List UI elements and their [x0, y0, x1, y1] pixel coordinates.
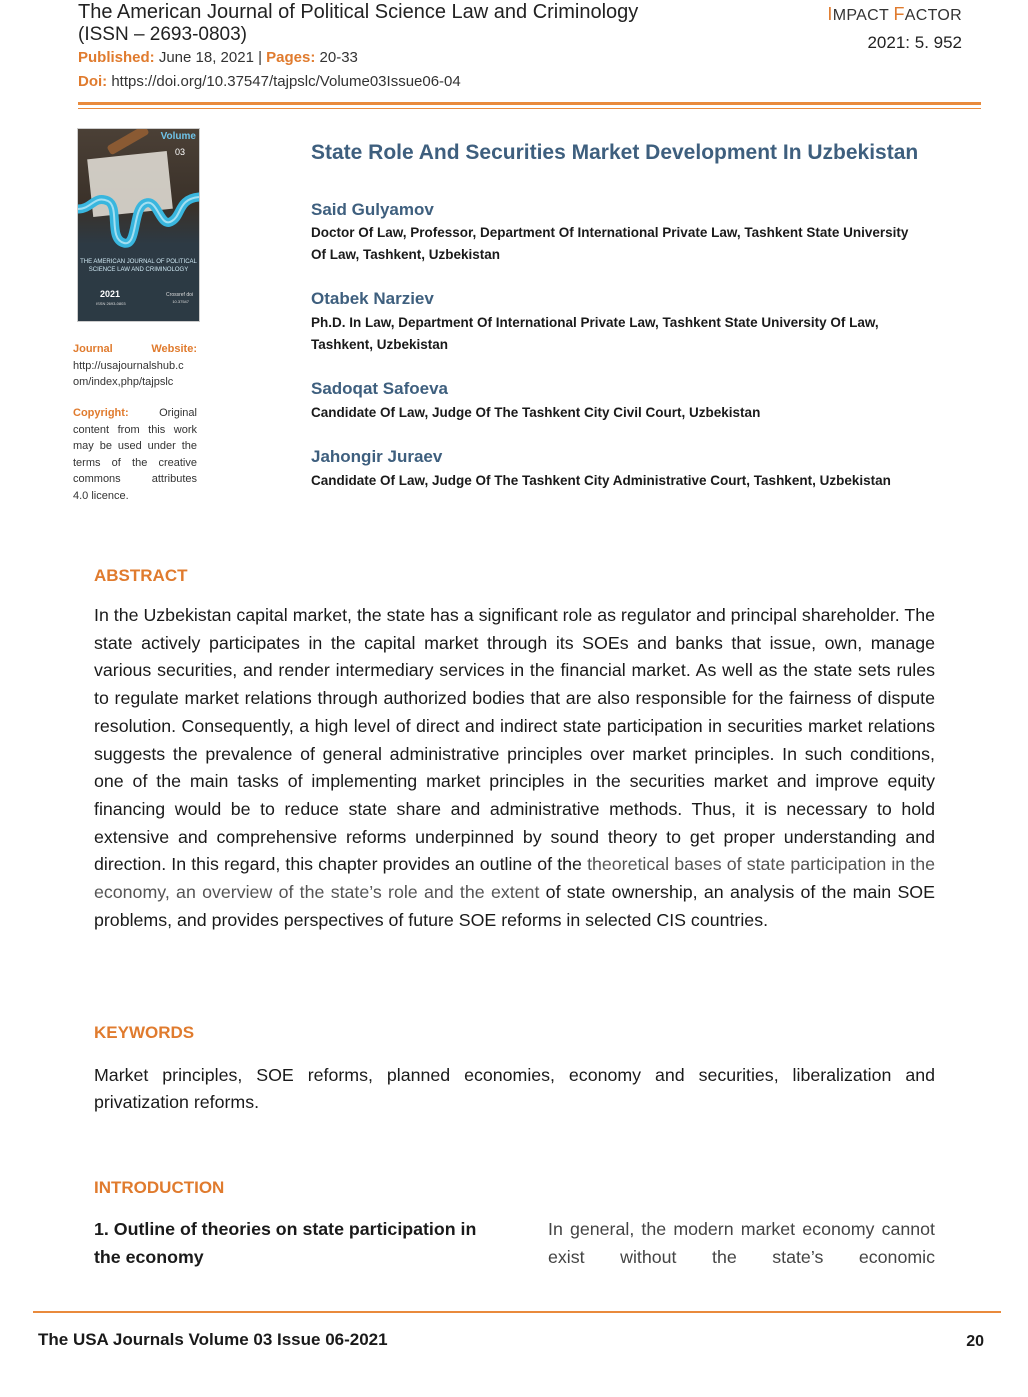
- abstract-heading: ABSTRACT: [94, 566, 188, 585]
- website-label: Journal: [73, 343, 113, 355]
- author-affiliation: Candidate Of Law, Judge Of The Tashkent City Administrative Court, Tashkent, Uzbekistan: [311, 473, 891, 488]
- impact-factor-value: 2021: 5. 952: [867, 33, 962, 52]
- journal-title: The American Journal of Political Science Law and Criminology: [78, 1, 639, 23]
- cover-doi: 10.37547: [172, 299, 189, 304]
- author-affiliation: Ph.D. In Law, Department Of International Private Law, Tashkent State University Of Law, Tashkent, Uzbekistan: [311, 315, 879, 352]
- introduction-heading: INTRODUCTION: [94, 1178, 225, 1197]
- pages-label: Pages:: [262, 49, 316, 66]
- cover-year: 2021: [100, 289, 121, 299]
- author-affiliation: Doctor Of Law, Professor, Department Of International Private Law, Tashkent State University Of Law, Tashkent, Uzbekistan: [311, 225, 909, 262]
- footer-journal-issue: The USA Journals Volume 03 Issue 06-2021: [38, 1330, 388, 1349]
- doi-info: [78, 72, 461, 92]
- page-number: 20: [966, 1333, 984, 1350]
- gavel-icon: [106, 128, 149, 155]
- header-rule-thin: [78, 108, 981, 109]
- separator: |: [258, 49, 262, 66]
- introduction-subheading: 1. Outline of theories on state participation in the economy: [94, 1219, 477, 1267]
- author-name: Otabek Narziev: [311, 289, 434, 308]
- cover-journal-name: THE AMERICAN JOURNAL OF POLITICAL SCIENCE LAW AND CRIMINOLOGY: [80, 259, 197, 273]
- article-title: State Role And Securities Market Development In Uzbekistan: [311, 141, 919, 164]
- author-name: Jahongir Juraev: [311, 447, 443, 466]
- journal-cover-image: [77, 128, 200, 322]
- copyright-block: Copyright: Original content from this work may be used under the terms of the creative commons attributes 4.0 licence.: [73, 407, 197, 502]
- journal-website-block: Journal Website: http://usajournalshub.c om/index,php/tajpslc: [73, 341, 197, 391]
- cover-wave-logo-icon: [78, 187, 199, 257]
- published-label: Published:: [78, 49, 155, 66]
- cover-crossref: Crossref doi: [166, 292, 193, 298]
- header-rule: [78, 102, 981, 105]
- keywords-heading: KEYWORDS: [94, 1023, 195, 1042]
- published-date: June 18, 2021: [154, 49, 259, 66]
- abstract-text: In the Uzbekistan capital market, the state has a significant role as regulator and principal shareholder. The state actively participates in the capital market through its SOEs and banks that issue, own, manage various securities, and render intermediary services in the financial market. As well as the state sets rules to regulate market relations through authorized bodies that are also responsible for the fairness of dispute resolution. Consequently, a high level of direct and indirect state participation in securities market relations suggests the prevalence of general administrative principles over market principles. In such conditions, one of the main tasks of implementing market principles in the securities market and improve equity financing would be to reduce state share and administrative methods. Thus, it is necessary to hold extensive and comprehensive reforms underpinned by sound theory to get proper understanding and direction. In this regard, this chapter provides an outline of the theoretical bases of state participation in the economy, an overview of the state’s role and the extent of state ownership, an analysis of the main SOE problems, and provides perspectives of future SOE reforms in selected CIS countries.: [94, 605, 935, 930]
- copyright-label: Copyright:: [73, 407, 129, 419]
- doi-label: Doi:: [78, 73, 108, 90]
- impact-factor-label: IMPACT FACTOR: [827, 4, 962, 24]
- website-link-cont[interactable]: om/index,php/tajpslc: [73, 376, 174, 388]
- author-name: Sadoqat Safoeva: [311, 379, 448, 398]
- footer-rule: [33, 1311, 1001, 1313]
- website-link[interactable]: http://usajournalshub.c: [73, 359, 184, 372]
- cover-number: 03: [174, 147, 185, 157]
- journal-issn: (ISSN – 2693-0803): [78, 24, 247, 45]
- doi-link[interactable]: https://doi.org/10.37547/tajpslc/Volume03Issue06-04: [107, 73, 461, 90]
- introduction-text: In general, the modern market economy cannot exist without the state’s economic: [548, 1219, 935, 1267]
- cover-volume: Volume: [160, 131, 196, 142]
- publication-info: [78, 48, 358, 68]
- author-affiliation: Candidate Of Law, Judge Of The Tashkent City Civil Court, Uzbekistan: [311, 405, 761, 420]
- keywords-text: Market principles, SOE reforms, planned economies, economy and securities, liberalization and privatization reforms.: [94, 1065, 935, 1112]
- pages-value: 20-33: [315, 49, 358, 66]
- author-name: Said Gulyamov: [311, 200, 434, 219]
- cover-issn: ISSN 2693-0803: [96, 301, 126, 306]
